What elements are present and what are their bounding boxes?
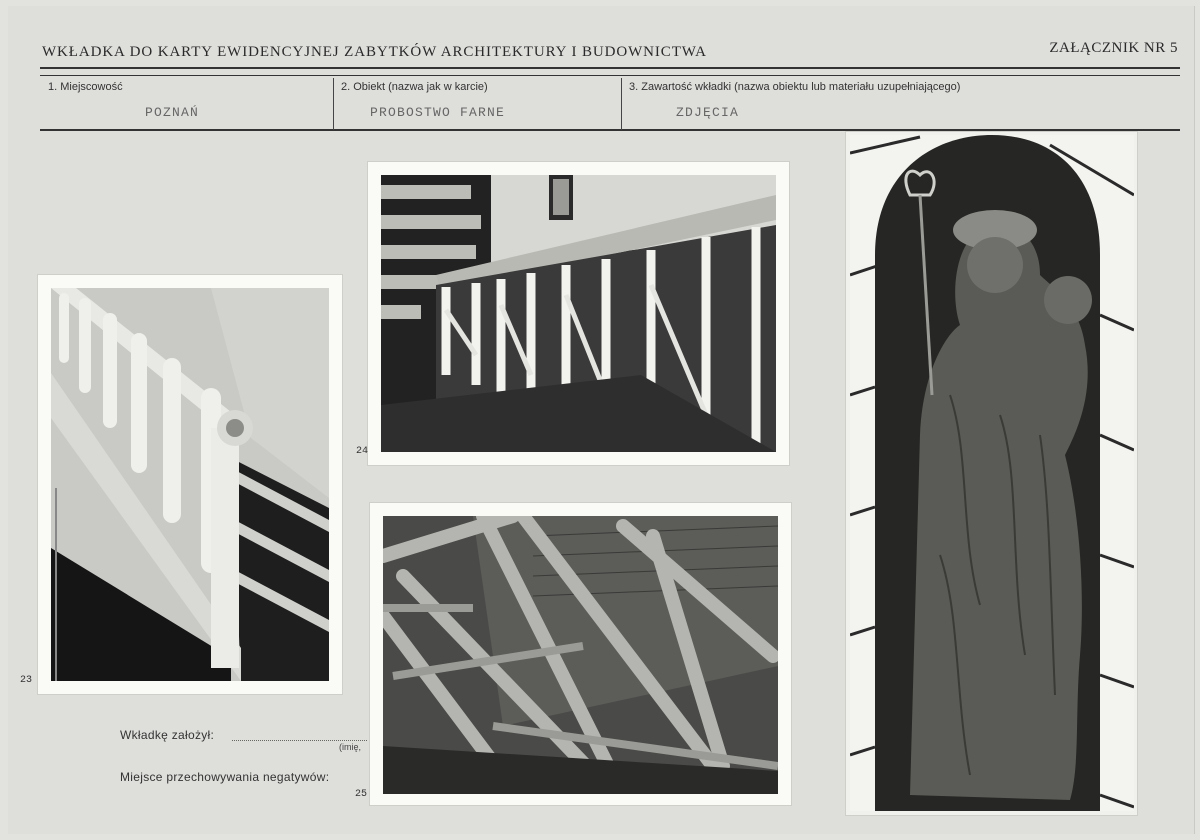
field-value-contents: ZDJĘCIA bbox=[676, 105, 740, 120]
field-label-contents: 3. Zawartość wkładki (nazwa obiektu lub materiału uzupełniającego) bbox=[629, 81, 961, 93]
field-label-object: 2. Obiekt (nazwa jak w karcie) bbox=[341, 81, 488, 93]
photo-staircase-balusters bbox=[51, 288, 329, 681]
field-value-locality: POZNAŃ bbox=[145, 105, 200, 120]
bottom-rule bbox=[40, 129, 1180, 131]
photo-roof-truss bbox=[383, 516, 778, 794]
photo-madonna-sculpture bbox=[850, 135, 1134, 811]
field-label-locality: 1. Miejscowość bbox=[48, 81, 123, 93]
founder-label: Wkładkę założył: bbox=[120, 728, 215, 742]
field-value-object: PROBOSTWO FARNE bbox=[370, 105, 506, 120]
photo-number-24: 24 bbox=[356, 446, 369, 457]
founder-line bbox=[232, 740, 367, 741]
photo-number-23: 23 bbox=[20, 675, 33, 686]
field-divider-2 bbox=[621, 78, 622, 130]
card-title: WKŁADKA DO KARTY EWIDENCYJNEJ ZABYTKÓW ARCHITEKTURY I BUDOWNICTWA bbox=[42, 44, 707, 60]
name-hint: (imię, bbox=[339, 742, 361, 752]
fields-rule bbox=[40, 75, 1180, 76]
photo-number-25: 25 bbox=[355, 789, 368, 800]
top-rule bbox=[40, 67, 1180, 69]
field-divider-1 bbox=[333, 78, 334, 130]
annex-number: ZAŁĄCZNIK NR 5 bbox=[1049, 40, 1178, 56]
negatives-label: Miejsce przechowywania negatywów: bbox=[120, 770, 330, 784]
photo-staircase-railing bbox=[381, 175, 776, 452]
